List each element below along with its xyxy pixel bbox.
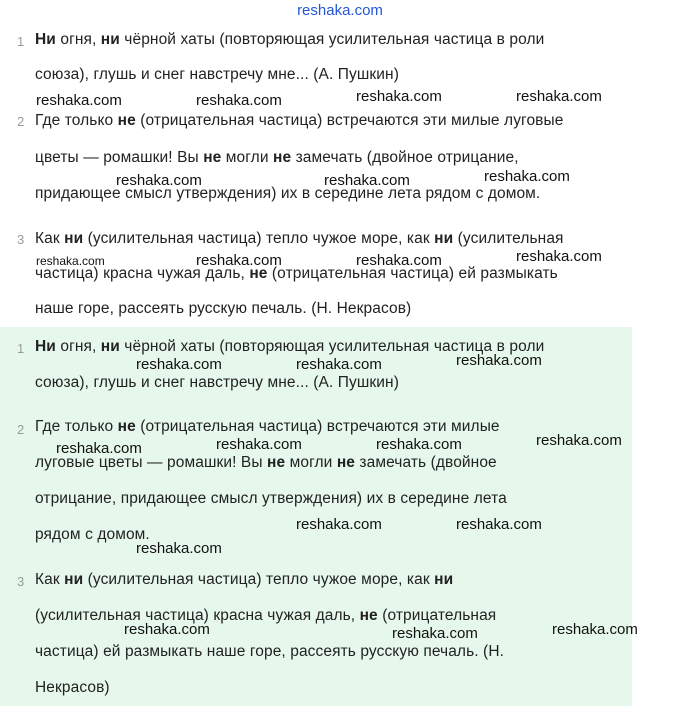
text-line bbox=[35, 679, 110, 697]
text-segment: отрицание, придающее смысл утверждения) их в середине лета bbox=[35, 490, 507, 507]
text-segment: Некрасов) bbox=[35, 679, 110, 696]
text-line bbox=[35, 607, 496, 625]
watermark: reshaka.com bbox=[196, 252, 282, 269]
watermark: reshaka.com bbox=[56, 440, 142, 457]
text-line bbox=[35, 374, 399, 392]
watermark: reshaka.com bbox=[376, 436, 462, 453]
item-number: 3 bbox=[17, 574, 25, 589]
particle-highlight: не bbox=[203, 149, 222, 166]
text-segment: (усилительная bbox=[453, 230, 564, 247]
particle-highlight: ни bbox=[64, 571, 84, 588]
text-line bbox=[35, 571, 453, 589]
watermark: reshaka.com bbox=[484, 168, 570, 185]
text-segment: союза), глушь и снег навстречу мне... (А. Пушкин) bbox=[35, 374, 399, 391]
watermark: reshaka.com bbox=[356, 88, 442, 105]
item-number: 2 bbox=[17, 114, 25, 129]
text-segment: могли bbox=[285, 454, 337, 471]
text-segment: частица) красна чужая даль, bbox=[35, 265, 250, 282]
text-segment: Где только bbox=[35, 112, 118, 129]
watermark: reshaka.com bbox=[216, 436, 302, 453]
watermark: reshaka.com bbox=[456, 516, 542, 533]
text-segment: Как bbox=[35, 230, 65, 247]
text-line bbox=[35, 418, 500, 436]
item-number: 1 bbox=[17, 34, 25, 49]
particle-highlight: не bbox=[267, 454, 286, 471]
text-segment: (отрицательная частица) встречаются эти милые луговые bbox=[135, 112, 564, 129]
text-line bbox=[35, 230, 564, 248]
text-segment: могли bbox=[221, 149, 273, 166]
text-segment: огня, bbox=[55, 31, 101, 48]
text-segment: Где только bbox=[35, 418, 118, 435]
watermark: reshaka.com bbox=[296, 356, 382, 373]
particle-highlight: Ни bbox=[35, 31, 56, 48]
watermark: reshaka.com bbox=[324, 172, 410, 189]
particle-highlight: ни bbox=[64, 230, 84, 247]
particle-highlight: ни bbox=[100, 31, 120, 48]
watermark: reshaka.com bbox=[296, 516, 382, 533]
watermark: reshaka.com bbox=[536, 432, 622, 449]
text-segment: (усилительная частица) красна чужая даль, bbox=[35, 607, 360, 624]
particle-highlight: ни bbox=[100, 338, 120, 355]
text-line bbox=[35, 66, 399, 84]
text-segment: наше горе, рассеять русскую печаль. (Н. Некрасов) bbox=[35, 300, 412, 317]
watermark: reshaka.com bbox=[36, 254, 105, 268]
text-segment: огня, bbox=[55, 338, 101, 355]
text-segment: рядом с домом. bbox=[35, 526, 150, 543]
text-line bbox=[35, 112, 563, 130]
text-segment: придающее смысл утверждения) их в середине лета рядом с домом. bbox=[35, 185, 541, 202]
watermark: reshaka.com bbox=[136, 540, 222, 557]
text-segment: чёрной хаты (повторяющая усилительная частица в роли bbox=[119, 31, 545, 48]
watermark: reshaka.com bbox=[136, 356, 222, 373]
watermark: reshaka.com bbox=[116, 172, 202, 189]
watermark: reshaka.com bbox=[516, 248, 602, 265]
text-line bbox=[35, 490, 507, 508]
item-number: 2 bbox=[17, 422, 25, 437]
item-number: 1 bbox=[17, 341, 25, 356]
text-line bbox=[35, 31, 544, 49]
particle-highlight: не bbox=[336, 454, 355, 471]
particle-highlight: не bbox=[272, 149, 292, 166]
particle-highlight: не bbox=[117, 418, 136, 435]
text-segment: замечать (двойное bbox=[355, 454, 497, 471]
text-segment: Как bbox=[35, 571, 65, 588]
particle-highlight: не bbox=[359, 607, 378, 624]
watermark: reshaka.com bbox=[552, 621, 638, 638]
watermark: reshaka.com bbox=[456, 352, 542, 369]
text-segment: замечать (двойное отрицание, bbox=[291, 149, 519, 166]
watermark: reshaka.com bbox=[392, 625, 478, 642]
watermark: reshaka.com bbox=[356, 252, 442, 269]
item-number: 3 bbox=[17, 232, 25, 247]
particle-highlight: ни bbox=[434, 571, 454, 588]
text-line bbox=[35, 185, 540, 203]
text-segment: (усилительная частица) тепло чужое море, как bbox=[83, 571, 435, 588]
text-line bbox=[35, 149, 519, 167]
text-line bbox=[35, 300, 411, 318]
watermark: reshaka.com bbox=[36, 92, 122, 109]
particle-highlight: не bbox=[117, 112, 136, 129]
text-segment: чёрной хаты (повторяющая усилительная частица в роли bbox=[119, 338, 545, 355]
text-segment: частица) ей размыкать наше горе, рассеять русскую печаль. (Н. bbox=[35, 643, 505, 660]
text-segment: (отрицательная частица) ей размыкать bbox=[267, 265, 558, 282]
watermark: reshaka.com bbox=[516, 88, 602, 105]
text-segment: луговые цветы — ромашки! Вы bbox=[35, 454, 268, 471]
watermark: reshaka.com bbox=[196, 92, 282, 109]
text-line bbox=[35, 265, 558, 283]
text-segment: цветы — ромашки! Вы bbox=[35, 149, 204, 166]
particle-highlight: не bbox=[249, 265, 268, 282]
text-segment: союза), глушь и снег навстречу мне... (А. Пушкин) bbox=[35, 66, 399, 83]
site-title[interactable]: reshaka.com bbox=[297, 2, 383, 19]
text-segment: (усилительная частица) тепло чужое море, как bbox=[83, 230, 435, 247]
text-segment: (отрицательная bbox=[377, 607, 497, 624]
particle-highlight: ни bbox=[434, 230, 454, 247]
text-line bbox=[35, 526, 150, 544]
watermark: reshaka.com bbox=[124, 621, 210, 638]
text-line bbox=[35, 643, 504, 661]
text-segment: (отрицательная частица) встречаются эти милые bbox=[135, 418, 500, 435]
particle-highlight: Ни bbox=[35, 338, 56, 355]
